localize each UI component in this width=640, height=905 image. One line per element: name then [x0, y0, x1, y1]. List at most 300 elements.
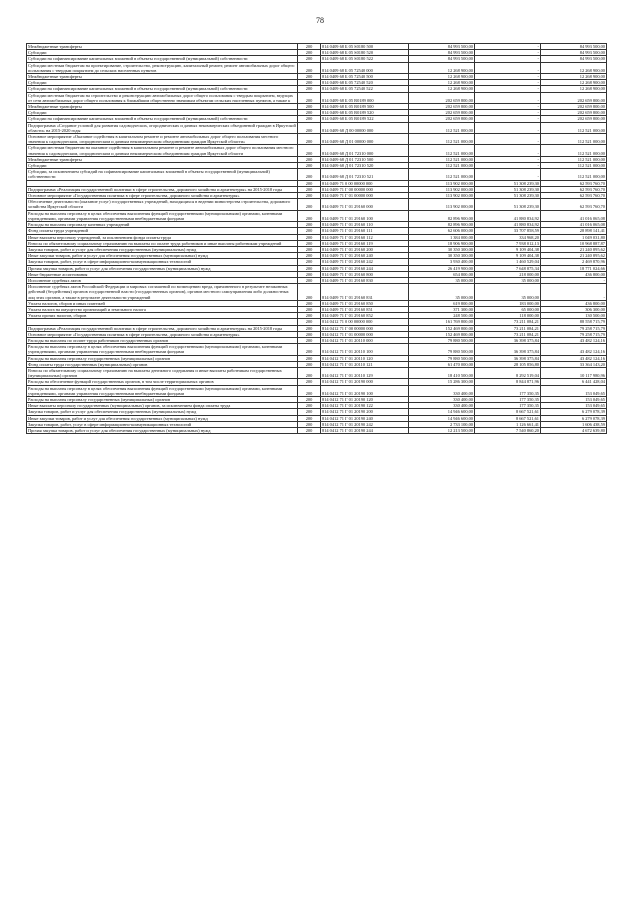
row-classification-code: 814 0409 68 Б 05 S0180 500 — [321, 44, 409, 50]
row-classification-code: 814 0409 71 Г 01 29160 112 — [321, 234, 409, 240]
row-name: Субсидии — [27, 50, 298, 56]
row-remaining-amount: 112 521 000,00 — [541, 122, 607, 133]
row-executed-amount: 8 844 871,96 — [475, 379, 541, 385]
row-name: Расходы на выплаты персоналу казенных учреждений — [27, 222, 298, 228]
row-name: Закупка товаров, работ и услуг для обеспечения государственных (муниципальных) нужд — [27, 246, 298, 252]
row-name: Субсидии местным бюджетам на строительство и реконструкцию автомобильных дорог общего пользования с твердым покрытием, ведущих от сети автомобильных дорог общего пользования к ближайшим общественно значимым объектам сельских населенных пунктов, а также к — [27, 92, 298, 103]
row-remaining-amount: 88 558 715,79 — [541, 319, 607, 325]
row-executed-amount: 36 398 375,84 — [475, 337, 541, 343]
row-classification-code: 814 0409 71 Г 01 29160 119 — [321, 240, 409, 246]
row-classification-code: 814 0412 71 Г 01 20190 242 — [321, 421, 409, 427]
row-line-code: 200 — [298, 277, 321, 283]
row-remaining-amount: 436 800,00 — [541, 271, 607, 277]
row-line-code: 200 — [298, 199, 321, 210]
row-line-code: 200 — [298, 379, 321, 385]
row-remaining-amount: 62 593 760,70 — [541, 193, 607, 199]
row-approved-amount: 79 880 500,00 — [409, 344, 475, 355]
row-approved-amount: 152 469 800,00 — [409, 331, 475, 337]
row-line-code: 200 — [298, 403, 321, 409]
row-approved-amount: 202 659 800,00 — [409, 110, 475, 116]
row-name: Подпрограмма «Создание условий для развития садоводческих, огороднических и дачных некоммерческих объединений граждан в Иркутской области» на 2015-2020 годы — [28, 122, 296, 133]
row-classification-code: 814 0409 68 Д 01 72310 520 — [321, 163, 409, 169]
row-classification-code: 814 0409 71 Г 01 29160 850 — [321, 300, 409, 306]
row-remaining-amount: 153 049,65 — [541, 396, 607, 402]
row-approved-amount: 202 659 800,00 — [409, 116, 475, 122]
row-classification-code: 814 0409 71 Г 01 29160 200 — [321, 246, 409, 252]
row-approved-amount: 82 896 900,00 — [409, 222, 475, 228]
row-classification-code: 814 0412 71 Г 01 20190 000 — [321, 379, 409, 385]
row-executed-amount: 28 105 856,80 — [475, 361, 541, 367]
row-classification-code: 814 0409 71 Г 01 29160 830 — [321, 277, 409, 283]
row-approved-amount: 18 410 500,00 — [409, 367, 475, 378]
row-approved-amount: 79 880 500,00 — [409, 337, 475, 343]
row-remaining-amount: 6 441 428,04 — [541, 379, 607, 385]
row-approved-amount: 35 000,00 — [409, 277, 475, 283]
row-name: Иные выплаты персоналу учреждений, за исключением фонда оплаты труда — [27, 234, 298, 240]
row-line-code: 200 — [298, 186, 321, 192]
row-name: Прочая закупка товаров, работ и услуг для обеспечения государственных (муниципальных) нужд — [27, 265, 298, 271]
row-approved-amount: 61 470 000,00 — [409, 361, 475, 367]
row-remaining-amount: 62 593 760,70 — [541, 186, 607, 192]
row-approved-amount: 30 350 300,00 — [409, 253, 475, 259]
row-name: Основное мероприятие «Государственная политика в сфере строительства, дорожного хозяйства и архитектуры» — [27, 193, 298, 199]
row-remaining-amount: 10 117 980,96 — [541, 367, 607, 378]
row-executed-amount: - — [475, 104, 541, 110]
row-executed-amount: 177 350,35 — [475, 403, 541, 409]
row-remaining-amount: 18 771 024,66 — [541, 265, 607, 271]
row-classification-code: 814 0409 71 Г 01 29160 100 — [321, 210, 409, 221]
row-remaining-amount: 112 521 000,00 — [541, 145, 607, 156]
row-executed-amount: 41 880 834,92 — [475, 210, 541, 221]
row-remaining-amount: 1 606 438,59 — [541, 421, 607, 427]
row-approved-amount: 330 400,00 — [409, 396, 475, 402]
table-row — [27, 122, 607, 133]
row-executed-amount: 1 126 661,41 — [475, 421, 541, 427]
row-remaining-amount: 1 049 031,80 — [541, 234, 607, 240]
row-line-code: 200 — [298, 421, 321, 427]
row-classification-code: 814 0409 71 Г 01 29160 000 — [321, 199, 409, 210]
row-executed-amount: 9 109 404,38 — [475, 253, 541, 259]
row-executed-amount: 118 000,00 — [475, 313, 541, 319]
row-approved-amount: 30 350 300,00 — [409, 246, 475, 252]
row-classification-code: 814 0409 68 Д 01 72310 000 — [321, 145, 409, 156]
row-approved-amount: 113 902 000,00 — [409, 180, 475, 186]
row-line-code: 200 — [298, 110, 321, 116]
row-name: Исполнение судебных актов — [27, 277, 298, 283]
row-name: Межбюджетные трансферты — [27, 104, 298, 110]
row-name: Расходы на выплаты персоналу в целях обеспечения выполнения функций государственными (муниципальными) органами, казенными учреждениями, органами управления государственными внебюджетными фондами — [27, 344, 298, 355]
row-executed-amount: 51 308 239,30 — [475, 193, 541, 199]
row-executed-amount: 334 968,20 — [475, 234, 541, 240]
row-approved-amount: 14 946 600,00 — [409, 415, 475, 421]
row-line-code: 200 — [298, 265, 321, 271]
budget-table — [26, 43, 607, 434]
row-classification-code: 814 0412 71 Г 01 20110 120 — [321, 355, 409, 361]
row-line-code: 200 — [298, 428, 321, 434]
row-classification-code: 814 0409 68 Б 05 72540 500 — [321, 74, 409, 80]
row-name: Субсидии — [27, 163, 298, 169]
row-approved-amount: 12 268 900,00 — [409, 62, 475, 73]
row-line-code: 200 — [298, 234, 321, 240]
row-line-code: 200 — [298, 259, 321, 265]
row-name: Основное мероприятие «Оказание содействия в капитальном ремонте и ремонте автомобильных дорог общего пользования местного значения к садоводческим, огородническим и дачным некоммерческим объединениям граждан Иркутской области» — [27, 134, 298, 145]
row-remaining-amount: 12 268 900,00 — [541, 74, 607, 80]
row-classification-code: 814 0409 68 Д 01 72310 521 — [321, 169, 409, 180]
row-name: Расходы на обеспечение функций государственных органов, в том числе территориальных органов — [27, 379, 298, 385]
row-executed-amount: 218 000,00 — [475, 271, 541, 277]
row-classification-code: 814 0409 71 Г 01 29160 851 — [321, 306, 409, 312]
row-approved-amount: 330 400,00 — [409, 403, 475, 409]
row-line-code: 200 — [298, 116, 321, 122]
row-remaining-amount: - — [541, 277, 607, 283]
row-approved-amount: 84 993 500,00 — [409, 44, 475, 50]
table-row — [27, 344, 607, 355]
row-executed-amount: - — [475, 80, 541, 86]
row-line-code: 200 — [298, 210, 321, 221]
row-name: Основное мероприятие «Государственная политика в сфере строительства, дорожного хозяйства и архитектуры» — [27, 331, 298, 337]
row-approved-amount: 2 733 100,00 — [409, 421, 475, 427]
row-name: Взносы по обязательному социальному страхованию на выплаты по оплате труда работников и иные выплаты работникам учреждений — [27, 240, 298, 246]
row-line-code: 200 — [298, 193, 321, 199]
row-classification-code: 814 0409 71 Г 01 29160 852 — [321, 313, 409, 319]
row-line-code: 200 — [298, 415, 321, 421]
row-executed-amount: 33 707 858,59 — [475, 228, 541, 234]
row-line-code: 200 — [298, 86, 321, 92]
row-name: Субсидии — [27, 110, 298, 116]
row-line-code: 200 — [298, 163, 321, 169]
row-classification-code: 814 0412 71 Г 01 20190 100 — [321, 385, 409, 396]
row-classification-code: 814 0412 71 0 00 00000 000 — [321, 319, 409, 325]
row-classification-code: 814 0409 71 0 00 00000 000 — [321, 180, 409, 186]
row-approved-amount: 82 896 900,00 — [409, 210, 475, 221]
row-remaining-amount: 202 659 800,00 — [541, 110, 607, 116]
row-approved-amount: 18 906 900,00 — [409, 240, 475, 246]
table-row — [27, 92, 607, 103]
row-approved-amount: 84 993 500,00 — [409, 56, 475, 62]
row-name: Субсидии — [27, 80, 298, 86]
row-remaining-amount: 21 240 895,62 — [541, 246, 607, 252]
row-line-code: 200 — [298, 361, 321, 367]
table-row — [27, 284, 607, 301]
row-classification-code: 814 0412 71 Г 01 20190 200 — [321, 409, 409, 415]
row-executed-amount: - — [475, 74, 541, 80]
row-remaining-amount: 202 659 800,00 — [541, 92, 607, 103]
row-executed-amount: 35 000,00 — [475, 277, 541, 283]
row-remaining-amount: 202 659 800,00 — [541, 104, 607, 110]
row-approved-amount: 113 902 000,00 — [409, 186, 475, 192]
row-line-code: 200 — [298, 355, 321, 361]
row-classification-code: 814 0409 71 Г 00 00000 000 — [321, 186, 409, 192]
row-name: Обеспечение деятельности (оказание услуг) государственных учреждений, находящихся в ведении министерства строительства, дорожного хозяйства Иркутской области — [27, 199, 298, 210]
row-executed-amount: - — [475, 50, 541, 56]
table-row — [27, 134, 607, 145]
row-executed-amount: - — [475, 169, 541, 180]
row-name: Иные бюджетные ассигнования — [27, 271, 298, 277]
row-executed-amount: 8 667 521,61 — [475, 415, 541, 421]
row-line-code: 200 — [298, 222, 321, 228]
table-row — [27, 199, 607, 210]
row-remaining-amount: 112 521 000,00 — [541, 163, 607, 169]
row-name: Субсидии, за исключением субсидий на софинансирование капитальных вложений в объекты государственной (муниципальной) собственности — [27, 169, 298, 180]
row-approved-amount: 3 930 400,00 — [409, 259, 475, 265]
row-classification-code: 814 0409 68 Б 05 72540 522 — [321, 86, 409, 92]
row-remaining-amount: 84 993 500,00 — [541, 50, 607, 56]
row-line-code: 200 — [298, 246, 321, 252]
row-name: Уплата налогов, сборов и иных платежей — [27, 300, 298, 306]
row-line-code: 200 — [298, 325, 321, 331]
row-classification-code: 814 0412 71 Г 01 20190 240 — [321, 415, 409, 421]
row-executed-amount: 183 000,00 — [475, 300, 541, 306]
row-executed-amount: 7 540 860,20 — [475, 428, 541, 434]
row-classification-code: 814 0409 68 Б 05 R0189 520 — [321, 110, 409, 116]
row-executed-amount: - — [475, 134, 541, 145]
row-approved-amount: 113 902 000,00 — [409, 193, 475, 199]
row-classification-code: 814 0409 68 Б 05 72540 520 — [321, 80, 409, 86]
row-classification-code: 814 0409 68 Б 05 R0189 522 — [321, 116, 409, 122]
row-executed-amount: - — [475, 86, 541, 92]
row-name: Иные закупки товаров, работ и услуг для обеспечения государственных (муниципальных) нужд — [27, 415, 298, 421]
row-name: Субсидии на софинансирование капитальных вложений в объекты государственной (муниципальной) собственности — [27, 86, 298, 92]
row-remaining-amount: 202 659 800,00 — [541, 116, 607, 122]
row-executed-amount: 7 648 875,34 — [475, 265, 541, 271]
row-name: Расходы на выплаты персоналу государственных (муниципальных) органов — [27, 355, 298, 361]
row-line-code: 200 — [298, 80, 321, 86]
row-executed-amount: 8 667 521,61 — [475, 409, 541, 415]
row-approved-amount: 79 880 500,00 — [409, 355, 475, 361]
row-remaining-amount: 12 268 900,00 — [541, 80, 607, 86]
row-remaining-amount: 130 500,00 — [541, 313, 607, 319]
row-remaining-amount: 112 521 000,00 — [541, 134, 607, 145]
row-line-code: 200 — [298, 104, 321, 110]
row-classification-code: 814 0409 68 Д 01 72310 500 — [321, 156, 409, 162]
row-classification-code: 814 0409 71 Г 01 29160 111 — [321, 228, 409, 234]
row-remaining-amount: 153 049,65 — [541, 385, 607, 396]
row-name: Расходы на выплаты по оплате труда работников государственных органов — [27, 337, 298, 343]
row-classification-code: 814 0409 68 Д 00 00000 000 — [321, 122, 409, 133]
row-line-code: 200 — [298, 253, 321, 259]
row-remaining-amount: 41 016 065,08 — [541, 222, 607, 228]
row-executed-amount: 35 000,00 — [475, 284, 541, 301]
row-name: Взносы по обязательному социальному страхованию на выплаты денежного содержания и иные выплаты работникам государственных (муниципальных) органов — [27, 367, 298, 378]
row-executed-amount: 73 211 084,21 — [475, 331, 541, 337]
row-remaining-amount: 41 016 065,08 — [541, 210, 607, 221]
row-line-code: 200 — [298, 74, 321, 80]
row-remaining-amount: 2 469 870,96 — [541, 259, 607, 265]
row-line-code: 200 — [298, 228, 321, 234]
table-row — [27, 210, 607, 221]
row-line-code: 200 — [298, 319, 321, 325]
row-executed-amount: 73 211 084,21 — [475, 325, 541, 331]
row-approved-amount: 330 400,00 — [409, 385, 475, 396]
row-name: Закупка товаров, работ, услуг в сфере информационно-коммуникационных технологий — [27, 259, 298, 265]
row-remaining-amount: 43 482 124,16 — [541, 337, 607, 343]
row-line-code: 200 — [298, 396, 321, 402]
row-name: Расходы на выплаты персоналу государственных (муниципальных) органов — [27, 396, 298, 402]
row-executed-amount: 177 350,35 — [475, 385, 541, 396]
row-name: Субсидии местным бюджетам на проектирование, строительство, реконструкцию, капитальный ремонт, ремонт автомобильных дорог общего пользования с твердым покрытием до сельских населенных пунктов — [27, 62, 298, 73]
row-line-code: 200 — [298, 331, 321, 337]
row-classification-code: 814 0412 71 Г 01 20190 120 — [321, 396, 409, 402]
row-line-code: 200 — [298, 50, 321, 56]
row-line-code: 200 — [298, 180, 321, 186]
row-remaining-amount: 12 268 900,00 — [541, 86, 607, 92]
row-approved-amount: 1 384 000,00 — [409, 234, 475, 240]
row-approved-amount: 113 902 000,00 — [409, 199, 475, 210]
row-line-code: 200 — [298, 62, 321, 73]
table-row — [27, 145, 607, 156]
row-name: Подпрограмма «Реализация государственной политики в сфере строительства, дорожного хозяйства и архитектуры» на 2015-2018 годы — [27, 186, 298, 192]
row-remaining-amount: 436 800,00 — [541, 300, 607, 306]
row-classification-code: 814 0412 71 Г 01 20110 129 — [321, 367, 409, 378]
row-name: Субсидии на софинансирование капитальных вложений в объекты государственной (муниципальной) собственности — [27, 56, 298, 62]
row-classification-code: 814 0412 71 Г 01 20190 122 — [321, 403, 409, 409]
row-approved-amount: 654 800,00 — [409, 271, 475, 277]
row-classification-code: 814 0409 71 Г 01 29160 242 — [321, 259, 409, 265]
row-name: Прочая закупка товаров, работ и услуг для обеспечения государственных (муниципальных) нужд — [27, 428, 298, 434]
row-remaining-amount: 79 258 715,79 — [541, 325, 607, 331]
row-executed-amount: 177 350,35 — [475, 396, 541, 402]
row-name: Межбюджетные трансферты — [27, 74, 298, 80]
row-remaining-amount: 62 593 760,70 — [541, 180, 607, 186]
row-classification-code: 814 0409 68 Б 05 R0189 500 — [321, 104, 409, 110]
row-line-code: 200 — [298, 240, 321, 246]
row-approved-amount: 248 500,00 — [409, 313, 475, 319]
row-remaining-amount: 79 258 715,79 — [541, 331, 607, 337]
row-executed-amount: 36 398 375,84 — [475, 355, 541, 361]
table-row — [27, 367, 607, 378]
row-executed-amount: 41 880 834,92 — [475, 222, 541, 228]
table-row — [27, 385, 607, 396]
row-executed-amount: 51 308 239,30 — [475, 199, 541, 210]
row-remaining-amount: 43 482 124,16 — [541, 344, 607, 355]
row-line-code: 200 — [298, 284, 321, 301]
row-line-code: 200 — [298, 367, 321, 378]
row-remaining-amount: 112 521 000,00 — [541, 169, 607, 180]
row-name: Закупка товаров, работ и услуг для обеспечения государственных (муниципальных) нужд — [27, 409, 298, 415]
table-row — [27, 169, 607, 180]
row-name: Межбюджетные трансферты — [27, 44, 298, 50]
row-executed-amount: - — [475, 156, 541, 162]
row-classification-code: 814 0412 71 Г 01 20110 121 — [321, 361, 409, 367]
row-classification-code: 814 0409 71 Г 01 29160 110 — [321, 222, 409, 228]
row-approved-amount: 112 521 000,00 — [409, 122, 475, 133]
row-name: Субсидии на софинансирование капитальных вложений в объекты государственной (муниципальной) собственности — [27, 116, 298, 122]
row-classification-code: 814 0412 71 Г 01 20190 244 — [321, 428, 409, 434]
row-line-code: 200 — [298, 92, 321, 103]
row-classification-code: 814 0409 71 Г 01 29160 240 — [321, 253, 409, 259]
row-classification-code: 814 0409 71 Г 01 00000 000 — [321, 193, 409, 199]
row-remaining-amount: 4 672 639,80 — [541, 428, 607, 434]
row-line-code: 200 — [298, 344, 321, 355]
row-line-code: 200 — [298, 409, 321, 415]
row-classification-code: 814 0412 71 Г 01 20110 100 — [321, 344, 409, 355]
row-executed-amount: 7 938 012,13 — [475, 240, 541, 246]
row-line-code: 200 — [298, 313, 321, 319]
row-name: Уплата налога на имущество организаций и земельного налога — [27, 306, 298, 312]
row-remaining-amount: 21 240 895,62 — [541, 253, 607, 259]
row-line-code: 200 — [298, 271, 321, 277]
row-remaining-amount: 43 482 124,16 — [541, 355, 607, 361]
row-classification-code: 814 0412 71 Г 00 00000 000 — [321, 325, 409, 331]
row-executed-amount: 8 292 519,04 — [475, 367, 541, 378]
row-classification-code: 814 0409 71 Г 01 29160 831 — [321, 284, 409, 301]
row-executed-amount: 51 308 239,30 — [475, 180, 541, 186]
row-classification-code: 814 0409 71 Г 01 29160 244 — [321, 265, 409, 271]
row-approved-amount: 112 521 000,00 — [409, 169, 475, 180]
row-line-code: 200 — [298, 122, 321, 133]
row-executed-amount: 73 211 084,21 — [475, 319, 541, 325]
row-name: Иные выплаты персоналу государственных (муниципальных) органов, за исключением фонда оплаты труда — [27, 403, 298, 409]
row-name: Уплата прочих налогов, сборов — [27, 313, 298, 319]
row-executed-amount: - — [475, 62, 541, 73]
row-line-code: 200 — [298, 134, 321, 145]
row-line-code: 200 — [298, 44, 321, 50]
row-approved-amount: 26 419 900,00 — [409, 265, 475, 271]
row-line-code: 200 — [298, 56, 321, 62]
row-executed-amount: 51 308 239,30 — [475, 186, 541, 192]
row-line-code: 200 — [298, 300, 321, 306]
row-approved-amount: 202 659 800,00 — [409, 92, 475, 103]
row-name: Межбюджетные трансферты — [27, 156, 298, 162]
row-remaining-amount: 112 521 000,00 — [541, 156, 607, 162]
row-approved-amount: 152 469 800,00 — [409, 325, 475, 331]
row-approved-amount: 112 521 000,00 — [409, 145, 475, 156]
row-classification-code: 814 0409 68 Б 05 R0189 000 — [321, 92, 409, 103]
row-classification-code: 814 0409 68 Б 05 S0180 520 — [321, 50, 409, 56]
row-remaining-amount: 28 898 141,41 — [541, 228, 607, 234]
row-name: Закупка товаров, работ, услуг в сфере информационно-коммуникационных технологий — [27, 421, 298, 427]
row-executed-amount: - — [475, 122, 541, 133]
row-approved-amount: 12 268 900,00 — [409, 80, 475, 86]
row-line-code: 200 — [298, 337, 321, 343]
row-approved-amount: 14 946 600,00 — [409, 409, 475, 415]
row-line-code: 200 — [298, 145, 321, 156]
row-executed-amount: 65 000,00 — [475, 306, 541, 312]
row-name: Расходы на выплаты персоналу в целях обеспечения выполнения функций государственными (муниципальными) органами, казенными учреждениями, органами управления государственными внебюджетными фондами — [27, 210, 298, 221]
row-approved-amount: 112 521 000,00 — [409, 134, 475, 145]
row-remaining-amount: 6 279 078,39 — [541, 415, 607, 421]
row-approved-amount: 112 521 000,00 — [409, 156, 475, 162]
row-executed-amount: - — [475, 163, 541, 169]
row-remaining-amount: 12 268 900,00 — [541, 62, 607, 73]
row-approved-amount: 62 606 000,00 — [409, 228, 475, 234]
row-remaining-amount: - — [541, 284, 607, 301]
row-classification-code: 814 0409 68 Б 05 72540 000 — [321, 62, 409, 73]
row-executed-amount: - — [475, 145, 541, 156]
row-name: Фонд оплаты труда государственных (муниципальных) органов — [27, 361, 298, 367]
row-remaining-amount: 62 593 760,70 — [541, 199, 607, 210]
row-executed-amount: - — [475, 116, 541, 122]
row-executed-amount: - — [475, 110, 541, 116]
row-approved-amount: 619 800,00 — [409, 300, 475, 306]
row-executed-amount: 1 460 529,04 — [475, 259, 541, 265]
row-name: Субсидии местным бюджетам на оказание содействия в капитальном ремонте и ремонте автомобильных дорог общего пользования местного значения к садоводческим, огородническим и дачным некоммерческим объединениям граждан Иркутской области — [27, 145, 298, 156]
row-classification-code: 814 0409 71 Г 01 29160 800 — [321, 271, 409, 277]
row-classification-code: 814 0409 68 Б 05 S0180 522 — [321, 56, 409, 62]
row-line-code: 200 — [298, 306, 321, 312]
row-name: Исполнение судебных актов Российской Федерации и мировых соглашений по возмещению вреда, причиненного в результате незаконных действий (бездействия) органов государственной власти (государственных органов), органов местного самоуправления либо должностных лиц этих органов, а также в результате деятельности учреждений — [27, 284, 298, 301]
row-approved-amount: 161 769 800,00 — [409, 319, 475, 325]
row-line-code: 200 — [298, 156, 321, 162]
row-classification-code: 814 0412 71 Г 01 20110 000 — [321, 337, 409, 343]
row-approved-amount: 112 521 000,00 — [409, 163, 475, 169]
page-number: 78 — [316, 16, 324, 25]
row-approved-amount: 12 268 900,00 — [409, 74, 475, 80]
row-approved-amount: 12 268 900,00 — [409, 86, 475, 92]
row-approved-amount: 202 659 800,00 — [409, 104, 475, 110]
row-executed-amount: - — [475, 44, 541, 50]
row-approved-amount: 35 000,00 — [409, 284, 475, 301]
